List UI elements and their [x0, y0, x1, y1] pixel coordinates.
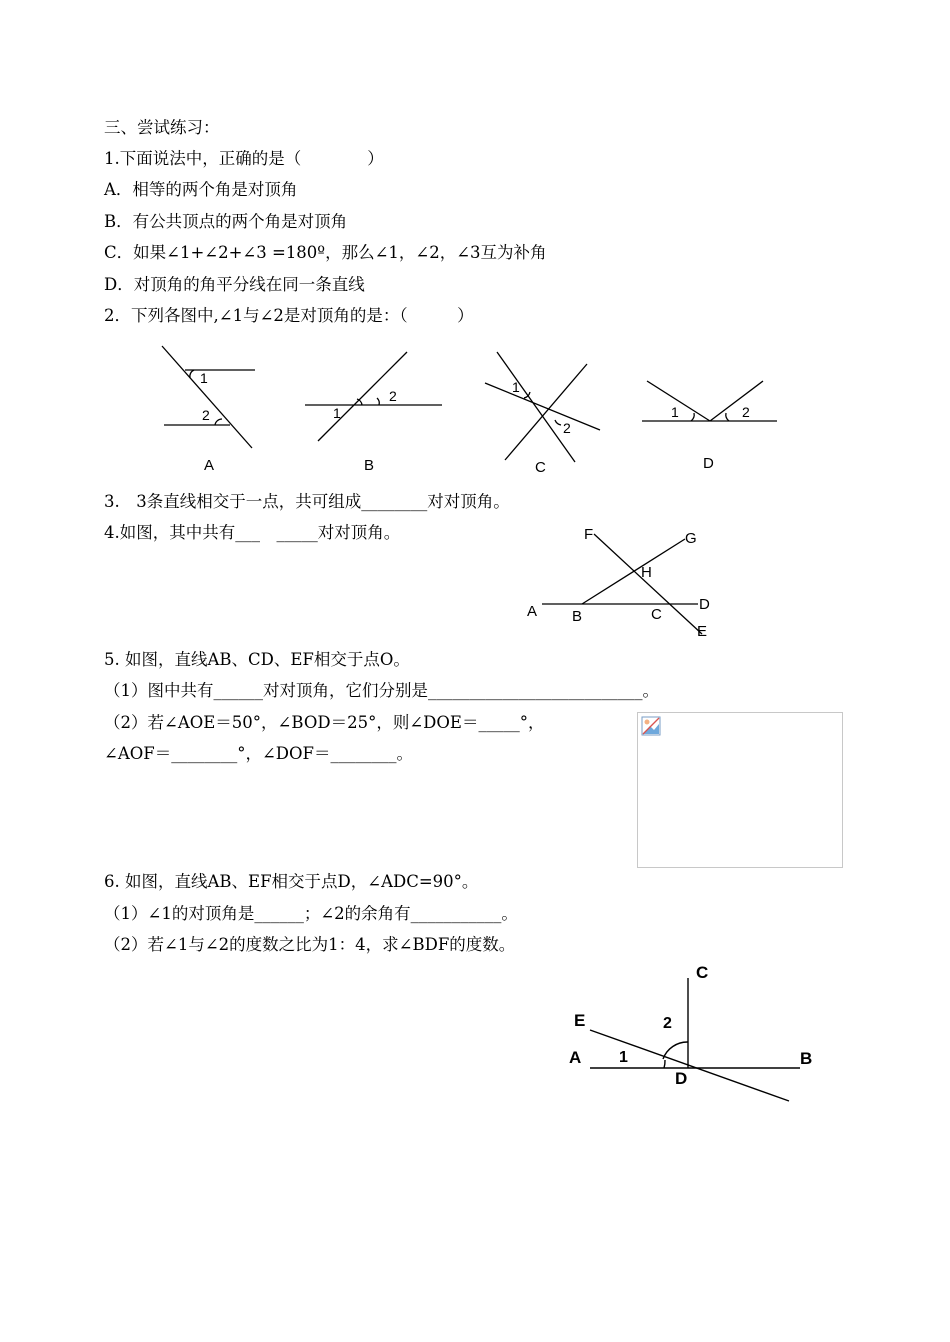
question-5-part-2b: ∠AOF＝________°，∠DOF＝________。 — [104, 744, 413, 763]
question-2-figures — [150, 338, 790, 478]
figure-b-angle-1: 1 — [333, 405, 341, 421]
figure-c-label: C — [535, 459, 546, 476]
question-5-part-1: （1）图中共有______对对顶角，它们分别是__________________________。 — [104, 681, 659, 700]
question-4-figure — [520, 520, 730, 645]
question-1-option-a: A．相等的两个角是对顶角 — [104, 180, 298, 199]
question-6-part-2: （2）若∠1与∠2的度数之比为1：4，求∠BDF的度数。 — [104, 935, 516, 954]
question-1-option-d: D．对顶角的角平分线在同一条直线 — [104, 275, 365, 294]
angle-2: 2 — [663, 1015, 672, 1032]
figure-a-label: A — [204, 457, 215, 474]
question-2-stem: 2．下列各图中,∠1与∠2是对顶角的是：（ ） — [104, 306, 474, 325]
angle-1: 1 — [619, 1049, 628, 1066]
question-6-stem: 6. 如图，直线AB、EF相交于点D，∠ADC=90°。 — [104, 872, 479, 891]
figure-d-angle-2: 2 — [742, 404, 750, 420]
section-title: 三、尝试练习： — [104, 118, 220, 137]
question-5-stem: 5. 如图，直线AB、CD、EF相交于点O。 — [104, 650, 410, 669]
point-d: D — [675, 1069, 688, 1088]
figure-c-angle-1: 1 — [512, 379, 520, 395]
point-c: C — [696, 963, 709, 982]
figure-a-angle-1: 1 — [200, 370, 208, 386]
point-d: D — [699, 596, 710, 613]
figure-a-angle-2: 2 — [202, 407, 210, 423]
point-g: G — [685, 530, 697, 547]
point-a: A — [569, 1048, 582, 1067]
question-1-stem: 1.下面说法中，正确的是（ ） — [104, 149, 384, 168]
point-e: E — [697, 623, 708, 640]
figure-b-label: B — [364, 457, 375, 474]
question-4: 4.如图，其中共有___ _____对对顶角。 — [104, 523, 401, 542]
point-b: B — [800, 1049, 813, 1068]
question-3: 3. 3条直线相交于一点，共可组成________对对顶角。 — [104, 492, 510, 511]
question-6-figure — [560, 958, 830, 1108]
figure-c-angle-2: 2 — [563, 420, 571, 436]
figure-b-angle-2: 2 — [389, 388, 397, 404]
figure-d-label: D — [703, 455, 714, 472]
point-c: C — [651, 606, 662, 623]
point-b: B — [572, 608, 583, 625]
point-f: F — [584, 526, 594, 543]
point-e: E — [574, 1011, 586, 1030]
point-a: A — [527, 603, 538, 620]
question-1-option-c: C．如果∠1+∠2+∠3 =180º，那么∠1，∠2，∠3互为补角 — [104, 243, 547, 262]
missing-figure-placeholder — [637, 712, 843, 868]
figure-d-angle-1: 1 — [671, 404, 679, 420]
figure-a — [162, 346, 255, 448]
figure-b — [305, 352, 442, 441]
broken-image-icon — [641, 716, 661, 736]
question-5-part-2a: （2）若∠AOE＝50°，∠BOD＝25°，则∠DOE＝_____°， — [104, 713, 545, 732]
figure-c — [485, 352, 600, 462]
question-1-option-b: B．有公共顶点的两个角是对顶角 — [104, 212, 348, 231]
point-h: H — [641, 564, 652, 581]
figure-d — [642, 381, 777, 421]
question-6-part-1: （1）∠1的对顶角是______；∠2的余角有___________。 — [104, 904, 518, 923]
